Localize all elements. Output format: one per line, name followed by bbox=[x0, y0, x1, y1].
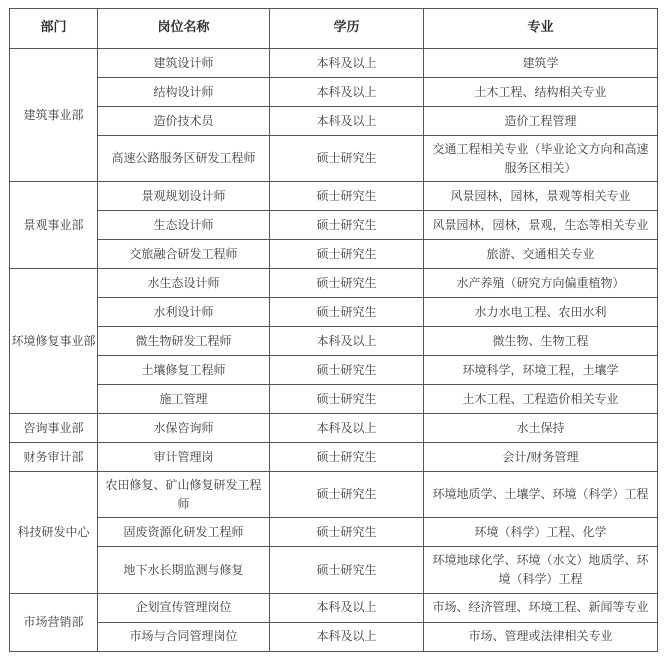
position-cell: 农田修复、矿山修复研发工程师 bbox=[98, 472, 270, 518]
table-row bbox=[10, 327, 658, 356]
position-cell: 建筑设计师 bbox=[98, 49, 270, 78]
recruitment-table-container bbox=[9, 8, 657, 652]
education-cell: 硕士研究生 bbox=[270, 211, 424, 240]
table-row bbox=[10, 298, 658, 327]
table-row bbox=[10, 107, 658, 136]
position-cell: 市场与合同管理岗位 bbox=[98, 622, 270, 651]
column-header-education: 学历 bbox=[270, 9, 424, 49]
position-cell: 景观规划设计师 bbox=[98, 182, 270, 211]
position-cell: 水利设计师 bbox=[98, 298, 270, 327]
position-cell: 地下水长期监测与修复 bbox=[98, 547, 270, 593]
education-cell: 硕士研究生 bbox=[270, 136, 424, 182]
column-header-department: 部门 bbox=[10, 9, 98, 49]
position-cell: 施工管理 bbox=[98, 385, 270, 414]
department-cell: 财务审计部 bbox=[10, 443, 98, 472]
position-cell: 水生态设计师 bbox=[98, 269, 270, 298]
table-row bbox=[10, 547, 658, 593]
position-cell: 结构设计师 bbox=[98, 78, 270, 107]
table-row bbox=[10, 182, 658, 211]
major-cell: 环境（科学）工程、化学 bbox=[424, 518, 658, 547]
major-cell: 水力水电工程、农田水利 bbox=[424, 298, 658, 327]
major-cell: 市场、经济管理、环境工程、新闻等专业 bbox=[424, 593, 658, 622]
table-row bbox=[10, 622, 658, 651]
table-row bbox=[10, 518, 658, 547]
major-cell: 市场、管理或法律相关专业 bbox=[424, 622, 658, 651]
table-row bbox=[10, 414, 658, 443]
major-cell: 环境地球化学、环境（水文）地质学、环境（科学）工程 bbox=[424, 547, 658, 593]
education-cell: 本科及以上 bbox=[270, 107, 424, 136]
position-cell: 造价技术员 bbox=[98, 107, 270, 136]
education-cell: 本科及以上 bbox=[270, 49, 424, 78]
major-cell: 水土保持 bbox=[424, 414, 658, 443]
major-cell: 旅游、交通相关专业 bbox=[424, 240, 658, 269]
table-header bbox=[10, 9, 658, 49]
department-cell: 咨询事业部 bbox=[10, 414, 98, 443]
position-cell: 生态设计师 bbox=[98, 211, 270, 240]
recruitment-table bbox=[9, 8, 658, 652]
table-row bbox=[10, 49, 658, 78]
table-row bbox=[10, 269, 658, 298]
header-row bbox=[10, 9, 658, 49]
column-header-position: 岗位名称 bbox=[98, 9, 270, 49]
education-cell: 硕士研究生 bbox=[270, 547, 424, 593]
education-cell: 硕士研究生 bbox=[270, 298, 424, 327]
major-cell: 风景园林，园林，景观等相关专业 bbox=[424, 182, 658, 211]
major-cell: 土木工程、结构相关专业 bbox=[424, 78, 658, 107]
education-cell: 本科及以上 bbox=[270, 593, 424, 622]
education-cell: 硕士研究生 bbox=[270, 443, 424, 472]
position-cell: 审计管理岗 bbox=[98, 443, 270, 472]
major-cell: 建筑学 bbox=[424, 49, 658, 78]
education-cell: 本科及以上 bbox=[270, 622, 424, 651]
department-cell: 景观事业部 bbox=[10, 182, 98, 269]
major-cell: 会计/财务管理 bbox=[424, 443, 658, 472]
major-cell: 造价工程管理 bbox=[424, 107, 658, 136]
department-cell: 市场营销部 bbox=[10, 593, 98, 651]
department-cell: 环境修复事业部 bbox=[10, 269, 98, 414]
table-row bbox=[10, 240, 658, 269]
major-cell: 环境科学，环境工程，土壤学 bbox=[424, 356, 658, 385]
education-cell: 本科及以上 bbox=[270, 327, 424, 356]
position-cell: 高速公路服务区研发工程师 bbox=[98, 136, 270, 182]
table-row bbox=[10, 211, 658, 240]
position-cell: 企划宣传管理岗位 bbox=[98, 593, 270, 622]
major-cell: 交通工程相关专业（毕业论文方向和高速服务区相关） bbox=[424, 136, 658, 182]
position-cell: 交旅融合研发工程师 bbox=[98, 240, 270, 269]
education-cell: 硕士研究生 bbox=[270, 356, 424, 385]
position-cell: 微生物研发工程师 bbox=[98, 327, 270, 356]
table-row bbox=[10, 472, 658, 518]
major-cell: 环境地质学、土壤学、环境（科学）工程 bbox=[424, 472, 658, 518]
position-cell: 土壤修复工程师 bbox=[98, 356, 270, 385]
table-row bbox=[10, 443, 658, 472]
table-body bbox=[10, 49, 658, 652]
education-cell: 硕士研究生 bbox=[270, 518, 424, 547]
column-header-major: 专业 bbox=[424, 9, 658, 49]
education-cell: 硕士研究生 bbox=[270, 182, 424, 211]
table-row bbox=[10, 385, 658, 414]
education-cell: 硕士研究生 bbox=[270, 269, 424, 298]
department-cell: 科技研发中心 bbox=[10, 472, 98, 593]
education-cell: 硕士研究生 bbox=[270, 385, 424, 414]
position-cell: 水保咨询师 bbox=[98, 414, 270, 443]
position-cell: 固废资源化研发工程师 bbox=[98, 518, 270, 547]
table-row bbox=[10, 593, 658, 622]
table-row bbox=[10, 78, 658, 107]
education-cell: 本科及以上 bbox=[270, 78, 424, 107]
major-cell: 风景园林，园林，景观，生态等相关专业 bbox=[424, 211, 658, 240]
education-cell: 本科及以上 bbox=[270, 414, 424, 443]
education-cell: 硕士研究生 bbox=[270, 240, 424, 269]
table-row bbox=[10, 356, 658, 385]
major-cell: 土木工程、工程造价相关专业 bbox=[424, 385, 658, 414]
education-cell: 硕士研究生 bbox=[270, 472, 424, 518]
department-cell: 建筑事业部 bbox=[10, 49, 98, 182]
table-row bbox=[10, 136, 658, 182]
major-cell: 微生物、生物工程 bbox=[424, 327, 658, 356]
major-cell: 水产养殖（研究方向偏重植物） bbox=[424, 269, 658, 298]
